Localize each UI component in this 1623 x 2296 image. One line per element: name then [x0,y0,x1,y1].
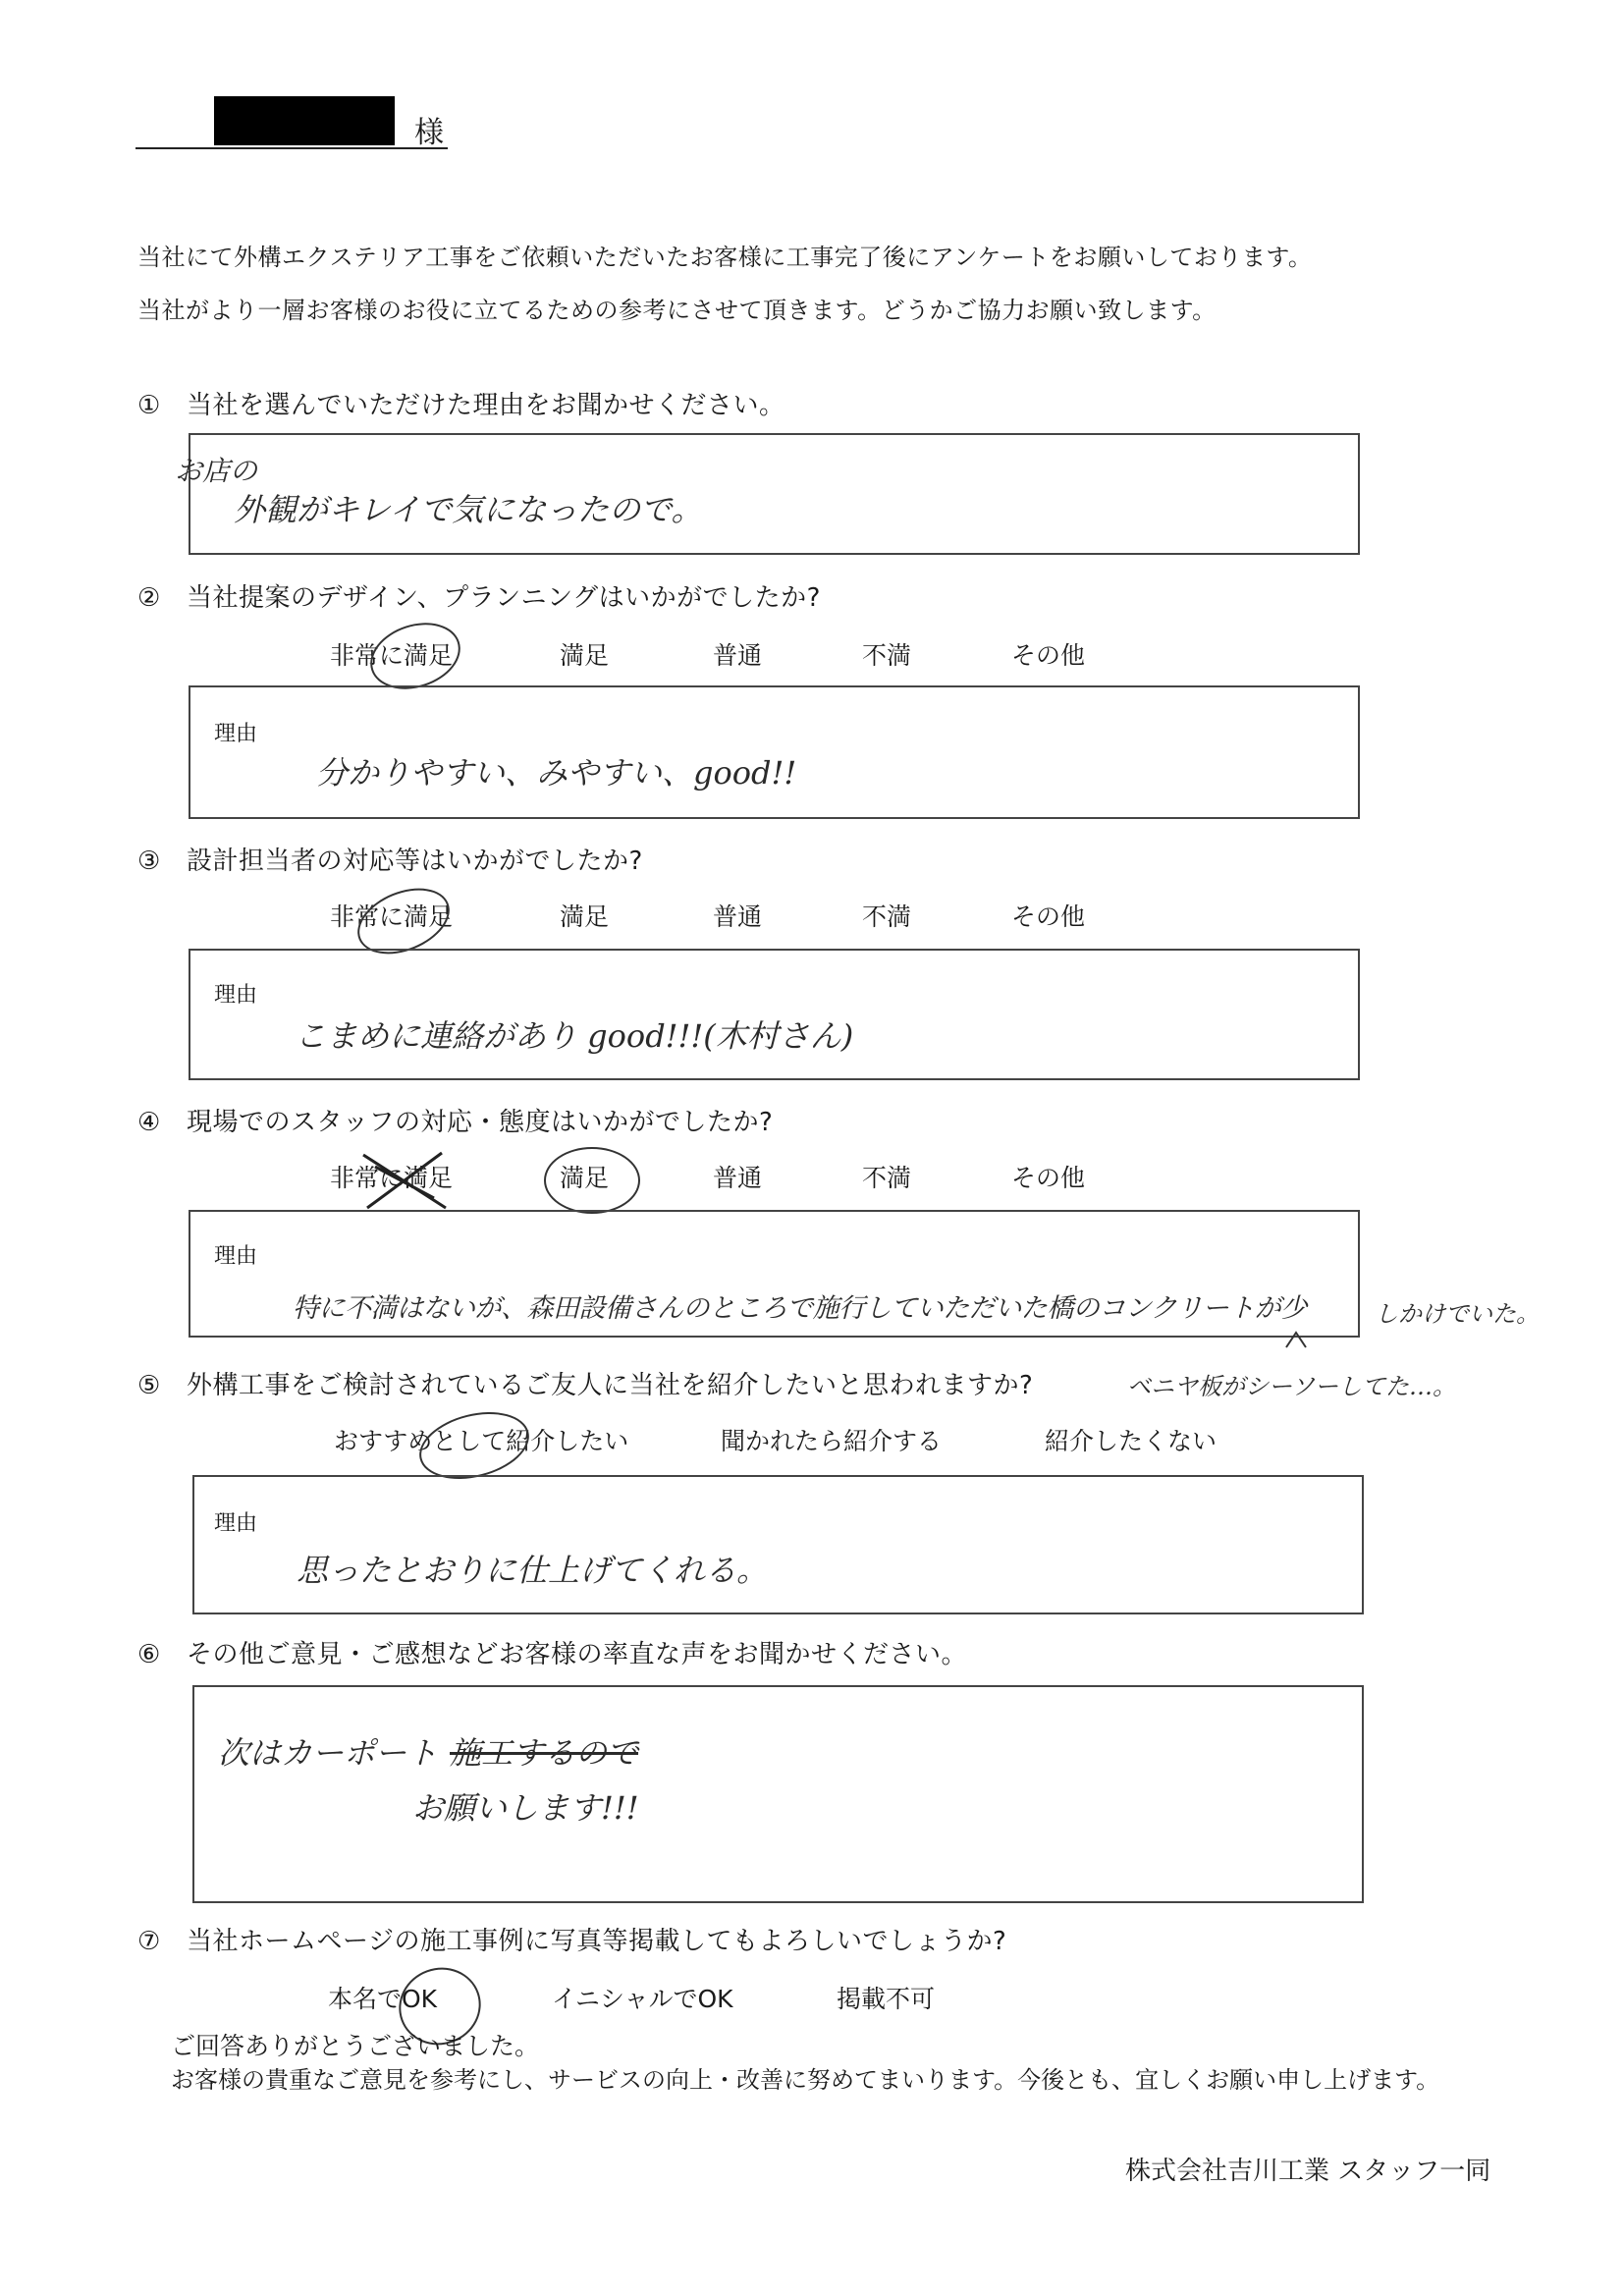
q5-option-if-asked[interactable]: 聞かれたら紹介する [721,1427,943,1455]
q7-option-no-posting[interactable]: 掲載不可 [837,1985,936,2013]
question-number: ⑥ [137,1640,161,1669]
handwritten-answer-6-line1 [218,1728,638,1774]
closing-message: お客様の貴重なご意見を参考にし、サービスの向上・改善に努めてまいります。今後とも、宜しくお願い申し上げます。 [171,2066,1440,2094]
handwritten-reason-2: 分かりやすい、みやすい、good!! [316,754,797,792]
thanks-text: ご回答ありがとうございました。 [171,2032,540,2060]
answer-box-5 [192,1475,1364,1614]
q2-option-very-satisfied[interactable]: 非常に満足 [330,641,454,670]
question-3 [137,841,643,877]
redacted-customer-name [214,96,395,145]
handwritten-reason-3: こまめに連絡があり good!!!(木村さん) [295,1017,854,1055]
question-number: ② [137,583,161,613]
reason-label: 理由 [214,1244,258,1269]
reason-label: 理由 [214,983,258,1008]
q2-option-satisfied[interactable]: 満足 [560,641,610,670]
handwritten-reason-5: 思ったとおりに仕上げてくれる。 [297,1552,769,1589]
question-text: その他ご意見・ご感想などお客様の率直な声をお聞かせください。 [187,1640,968,1669]
handwritten-answer-1a: お店の [175,455,258,487]
company-signature: 株式会社吉川工業 スタッフ一同 [1125,2157,1491,2186]
reason-label: 理由 [214,722,258,746]
question-number: ⑤ [137,1371,161,1400]
struck-text: 施工するので [450,1734,639,1772]
question-number: ③ [137,847,161,876]
question-text: 外構工事をご検討されているご友人に当社を紹介したいと思われますか? [187,1371,1034,1400]
question-7 [137,1921,1006,1957]
q3-option-normal[interactable]: 普通 [713,902,763,931]
handwritten-reason-4: 特に不満はないが、森田設備さんのところで施行していただいた橋のコンクリートが少 [293,1293,1307,1324]
q4-crossout-mark [355,1147,454,1216]
question-text: 設計担当者の対応等はいかがでしたか? [187,847,643,876]
answer-box-6 [192,1685,1364,1903]
question-text: 現場でのスタッフの対応・態度はいかがでしたか? [187,1108,774,1137]
q5-option-not-recommend[interactable]: 紹介したくない [1045,1427,1217,1455]
q4-option-other[interactable]: その他 [1011,1164,1086,1192]
question-text: 当社を選んでいただけた理由をお聞かせください。 [187,391,785,420]
handwritten-answer-6-line2: お願いします!!! [412,1789,639,1827]
q4-option-very-satisfied[interactable]: 非常に満足 [330,1164,454,1192]
q2-option-dissatisfied[interactable]: 不満 [862,641,912,670]
reason-label: 理由 [214,1511,258,1536]
q7-option-initials[interactable]: イニシャルでOK [552,1985,733,2013]
q3-option-very-satisfied[interactable]: 非常に満足 [330,902,454,931]
insert-caret-mark [1284,1330,1308,1349]
handwritten-answer-1: 外観がキレイで気になったので。 [234,491,703,528]
q2-option-other[interactable]: その他 [1011,641,1086,670]
handwritten-text: 次はカーポート [218,1734,439,1772]
question-4 [137,1102,773,1138]
q4-option-satisfied[interactable]: 満足 [560,1164,610,1192]
question-1 [137,385,785,421]
intro-line-1: 当社にて外構エクステリア工事をご依頼いただいたお客様に工事完了後にアンケートをお願いしております。 [137,244,1313,271]
intro-line-2: 当社がより一層お客様のお役に立てるための参考にさせて頂きます。どうかご協力お願い致します。 [137,297,1217,324]
q3-option-dissatisfied[interactable]: 不満 [862,902,912,931]
q2-option-normal[interactable]: 普通 [713,641,763,670]
question-5 [137,1365,1033,1401]
q3-option-other[interactable]: その他 [1011,902,1086,931]
q4-option-normal[interactable]: 普通 [713,1164,763,1192]
name-underline [135,147,448,149]
question-number: ④ [137,1108,161,1137]
question-text: 当社ホームページの施工事例に写真等掲載してもよろしいでしょうか? [187,1927,1007,1956]
customer-honorific: 様 [414,116,444,150]
q5-option-recommend[interactable]: おすすめとして紹介したい [334,1427,629,1455]
q3-option-satisfied[interactable]: 満足 [560,902,610,931]
question-number: ① [137,391,161,420]
question-text: 当社提案のデザイン、プランニングはいかがでしたか? [187,583,821,613]
question-6 [137,1634,967,1670]
q4-option-dissatisfied[interactable]: 不満 [862,1164,912,1192]
question-number: ⑦ [137,1927,161,1956]
q4-selection-circle [544,1147,640,1214]
question-2 [137,577,821,614]
q7-option-real-name[interactable]: 本名でOK [328,1985,438,2013]
handwritten-note-4: ベニヤ板がシーソーしてた…。 [1127,1373,1457,1400]
handwritten-reason-4-continued: しかけでいた。 [1375,1300,1540,1328]
